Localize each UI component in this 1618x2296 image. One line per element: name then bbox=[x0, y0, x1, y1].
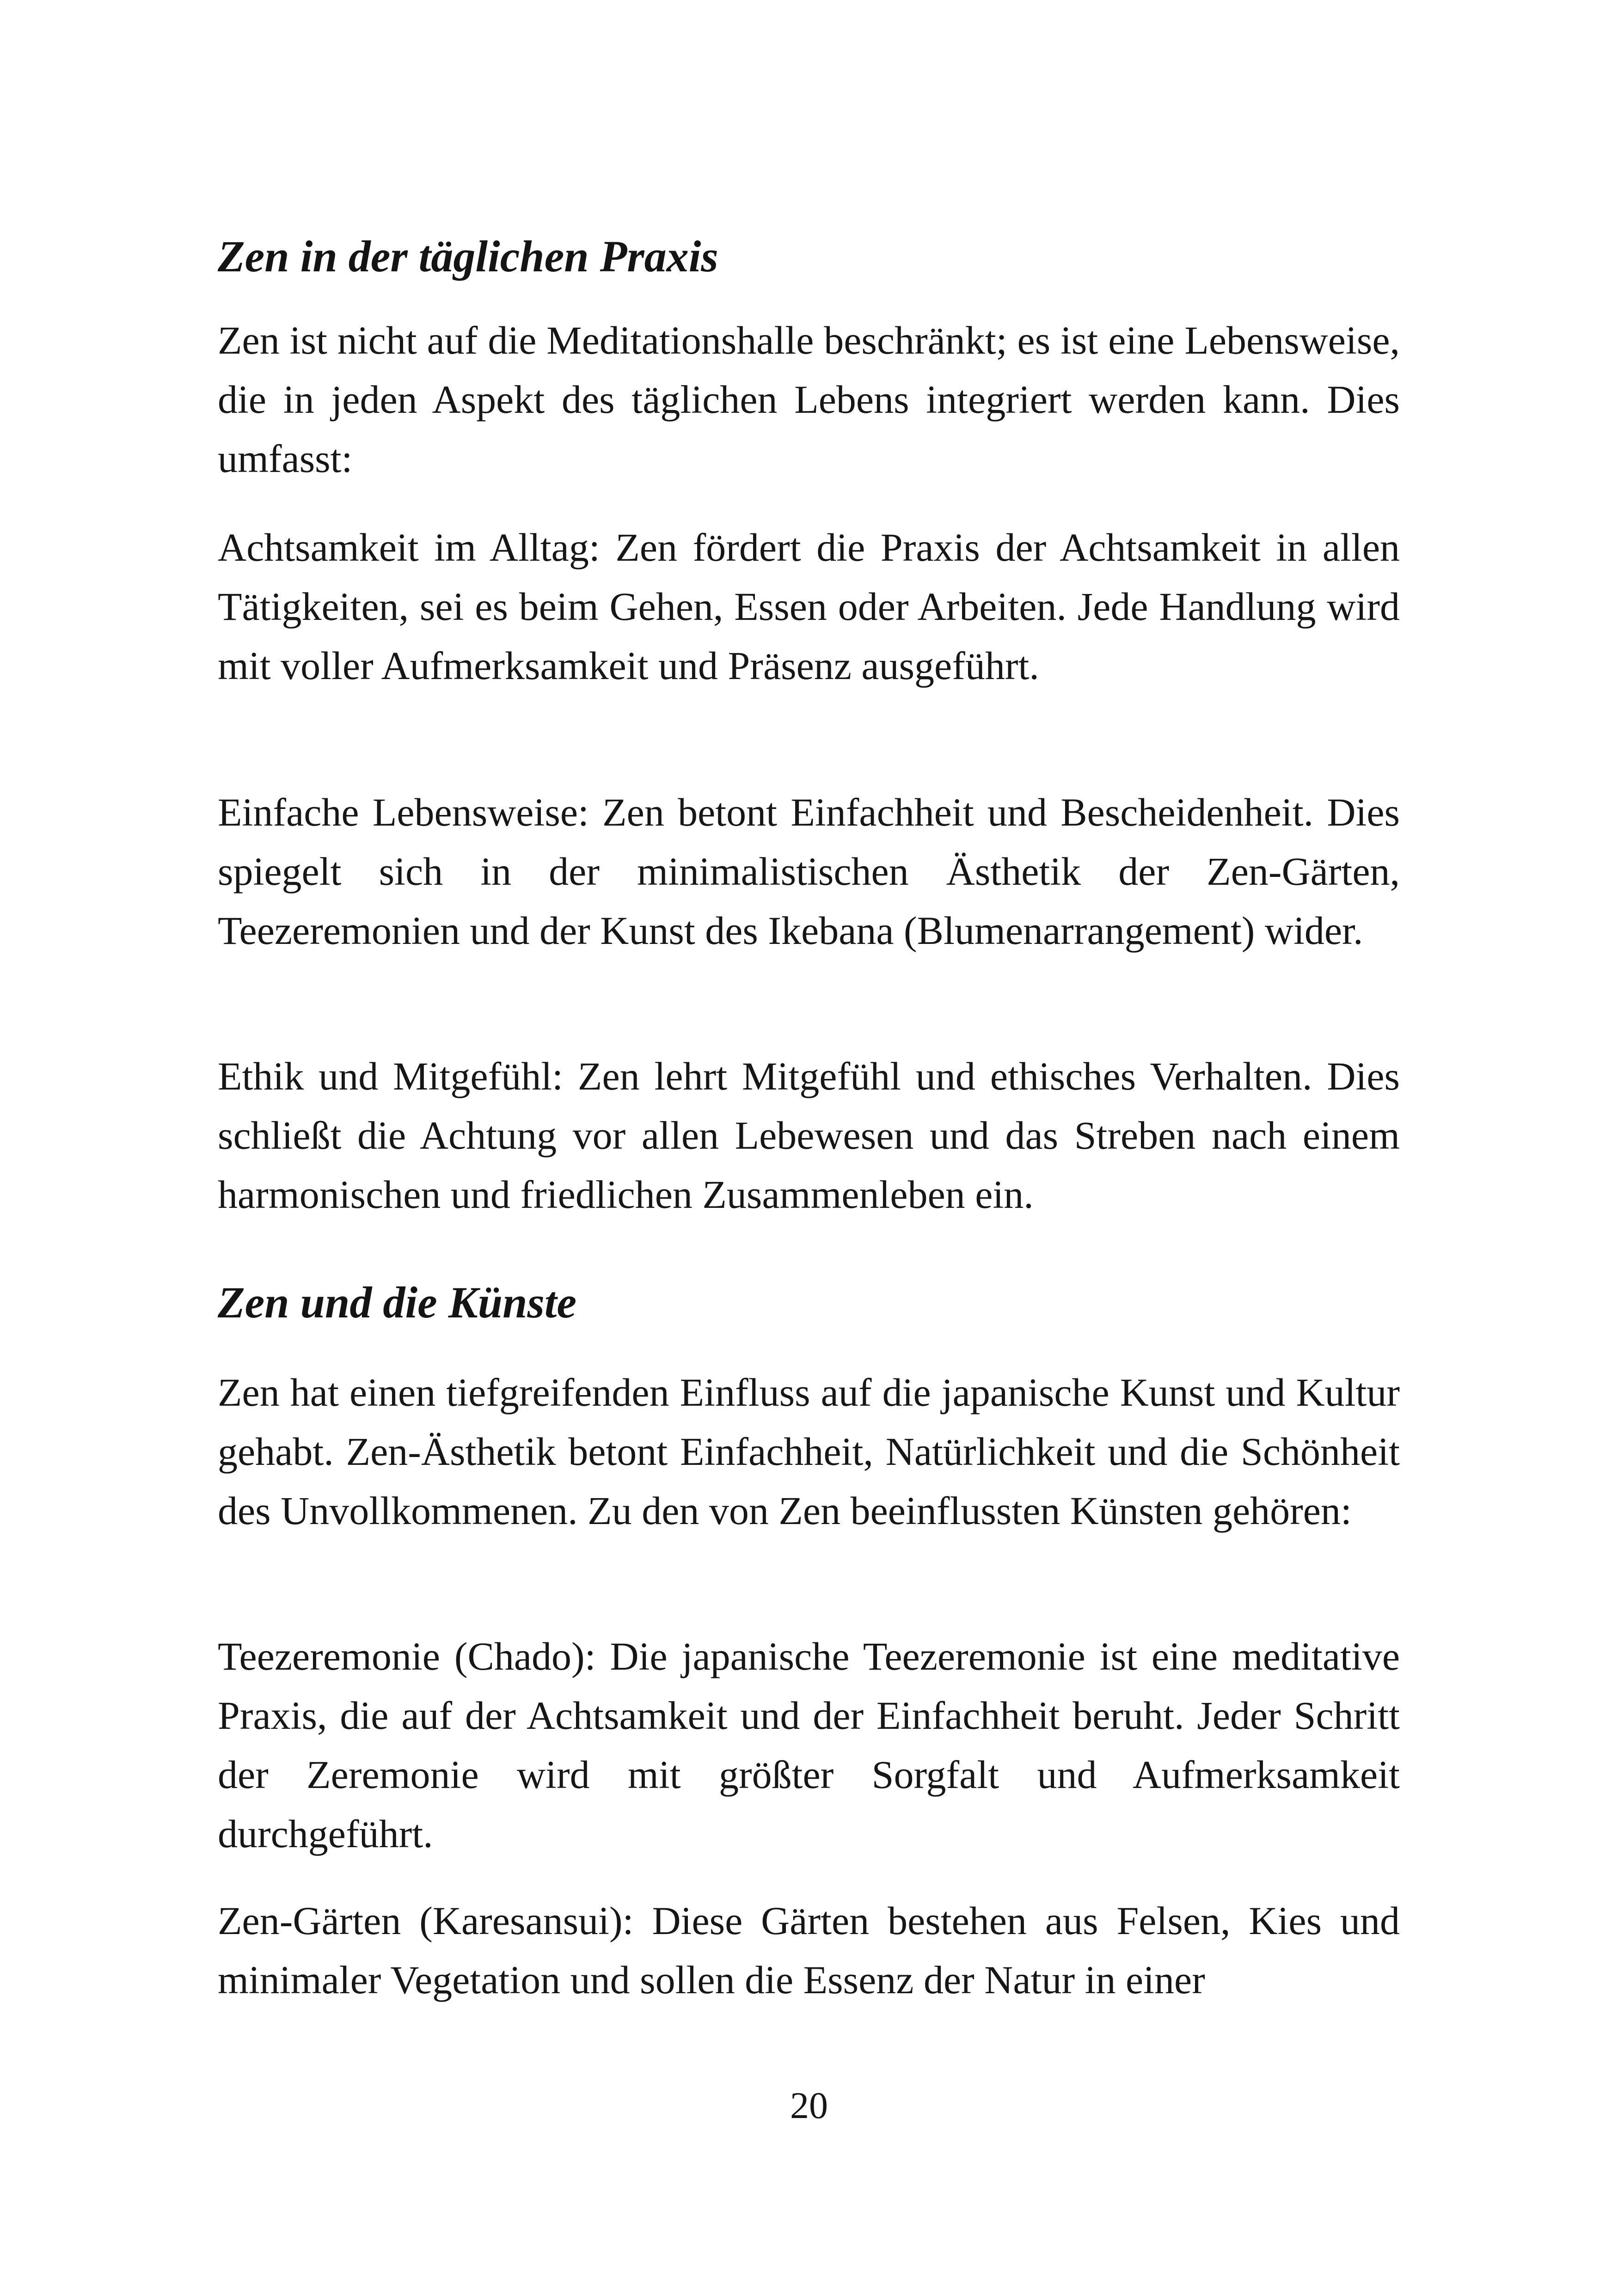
paragraph-intro-arts: Zen hat einen tiefgreifenden Einfluss auf die japanische Kunst und Kultur gehabt. Zen-Ästhetik betont Einfachheit, Natürlichkeit und die Schönheit des Unvollkommenen. Zu den von Zen beeinflussten Künsten gehören: bbox=[218, 1370, 1400, 1533]
paragraph-zen-gardens: Zen-Gärten (Karesansui): Diese Gärten bestehen aus Felsen, Kies und minimaler Vegetation und sollen die Essenz der Natur in einer bbox=[218, 1898, 1400, 2002]
paragraph-tea-ceremony: Teezeremonie (Chado): Die japanische Teezeremonie ist eine meditative Praxis, die auf der Achtsamkeit und der Einfachheit beruht. Jeder Schritt der Zeremonie wird mit größter Sorgfalt und Aufmerksamkeit durchgeführt. bbox=[218, 1634, 1400, 1856]
paragraph-mindfulness: Achtsamkeit im Alltag: Zen fördert die Praxis der Achtsamkeit in allen Tätigkeiten, sei es beim Gehen, Essen oder Arbeiten. Jede Handlung wird mit voller Aufmerksamkeit und Präsenz ausgeführt. bbox=[218, 525, 1400, 688]
paragraph-ethics-compassion: Ethik und Mitgefühl: Zen lehrt Mitgefühl und ethisches Verhalten. Dies schließt die Achtung vor allen Lebewesen und das Streben nach einem harmonischen und friedlichen Zusammenleben ein. bbox=[218, 1054, 1400, 1217]
page-number: 20 bbox=[790, 2084, 828, 2126]
section-heading-daily-practice: Zen in der täglichen Praxis bbox=[218, 232, 718, 281]
paragraph-simple-lifestyle: Einfache Lebensweise: Zen betont Einfachheit und Bescheidenheit. Dies spiegelt sich in der minimalistischen Ästhetik der Zen-Gärten, Teezeremonien und der Kunst des Ikebana (Blumenarrangement) wider. bbox=[218, 790, 1400, 953]
paragraph-intro-daily-practice: Zen ist nicht auf die Meditationshalle beschränkt; es ist eine Lebensweise, die in jeden Aspekt des täglichen Lebens integriert werden kann. Dies umfasst: bbox=[218, 318, 1400, 481]
section-heading-arts: Zen und die Künste bbox=[218, 1278, 577, 1327]
